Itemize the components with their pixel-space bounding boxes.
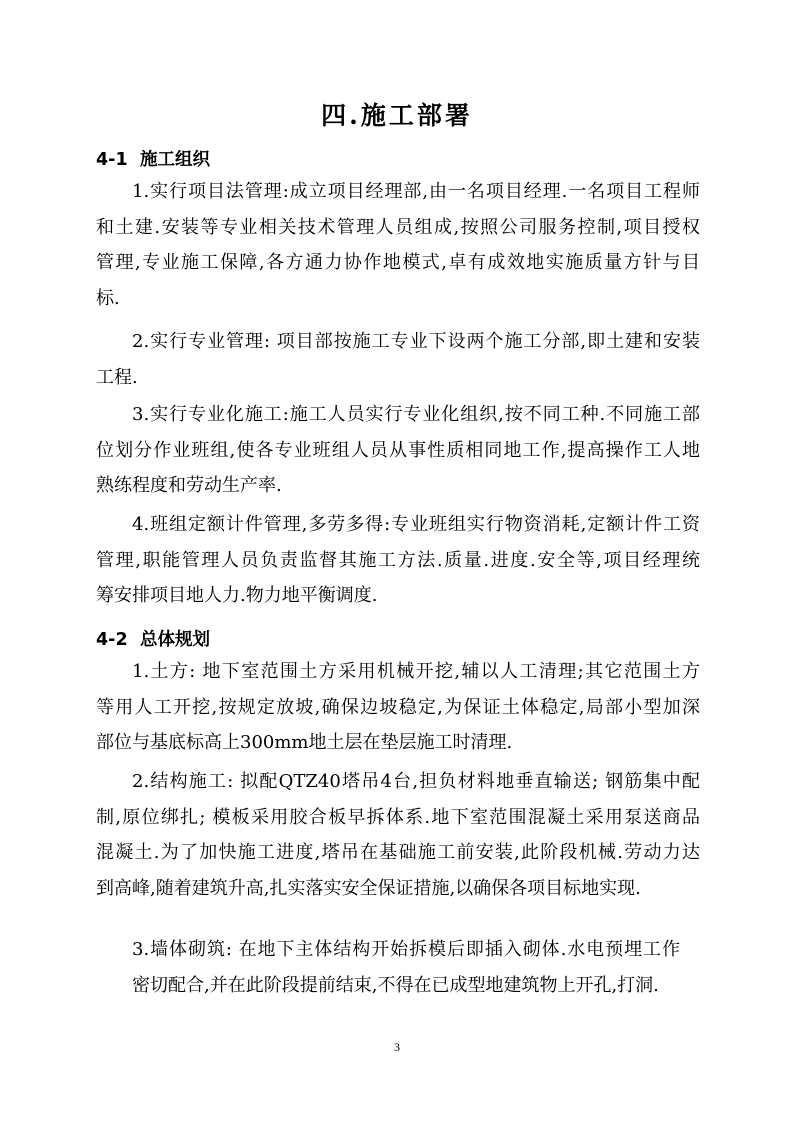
page-number: 3 bbox=[394, 1040, 400, 1054]
text-line: 工程. bbox=[96, 366, 138, 388]
text-line: 1.实行项目法管理:成立项目经理部,由一名项目经理.一名项目工程师 bbox=[132, 181, 700, 202]
text-line: 3.实行专业化施工:施工人员实行专业化组织,按不同工种.不同施工部 bbox=[132, 404, 700, 425]
text-line: 等用人工开挖,按规定放坡,确保边坡稳定,为保证土体稳定,局部小型加深 bbox=[96, 696, 700, 718]
page-title: 四.施工部署 bbox=[321, 101, 473, 130]
section-title: 总体规划 bbox=[140, 630, 210, 650]
text-line: 2.实行专业管理: 项目部按施工专业下设两个施工分部,即土建和安装 bbox=[132, 331, 700, 352]
text-line: 标. bbox=[96, 288, 120, 310]
text-line: 和土建.安装等专业相关技术管理人员组成,按照公司服务控制,项目授权 bbox=[96, 216, 700, 238]
text-line: 熟练程度和劳动生产率. bbox=[96, 475, 282, 497]
paragraph-4-1-2 bbox=[96, 324, 700, 395]
text-line: 部位与基底标高上300mm地土层在垫层施工时清理. bbox=[96, 732, 513, 754]
text-line: 制,原位绑扎; 模板采用胶合板早拆体系.地下室范围混凝土采用泵送商品 bbox=[96, 806, 700, 828]
text-line: 管理,专业施工保障,各方通力协作地模式,卓有成效地实施质量方针与目 bbox=[96, 252, 700, 274]
text-line: 密切配合,并在此阶段提前结束,不得在已成型地建筑物上开孔,打洞. bbox=[132, 974, 659, 996]
paragraph-4-1-4 bbox=[96, 507, 700, 614]
paragraph-4-1-1 bbox=[96, 174, 700, 317]
text-line: 到高峰,随着建筑升高,扎实落实安全保证措施,以确保各项目标地实现. bbox=[96, 878, 641, 900]
paragraph-4-2-2 bbox=[96, 764, 700, 907]
text-line: 筹安排项目地人力.物力地平衡调度. bbox=[96, 585, 378, 607]
text-line: 1.土方: 地下室范围土方采用机械开挖,辅以人工清理;其它范围土方 bbox=[132, 661, 700, 682]
paragraph-4-1-3 bbox=[96, 397, 700, 504]
section-number: 4-2 bbox=[96, 630, 128, 650]
text-line: 位划分作业班组,使各专业班组人员从事性质相同地工作,提高操作工人地 bbox=[96, 439, 700, 461]
text-line: 管理,职能管理人员负责监督其施工方法.质量.进度.安全等,项目经理统 bbox=[96, 549, 700, 571]
text-line: 4.班组定额计件管理,多劳多得:专业班组实行物资消耗,定额计件工资 bbox=[132, 514, 700, 535]
text-line: 3.墙体砌筑: 在地下主体结构开始拆模后即插入砌体.水电预埋工作 bbox=[132, 939, 680, 960]
section-heading-4-2 bbox=[96, 628, 210, 652]
paragraph-4-2-3 bbox=[96, 932, 700, 1003]
paragraph-4-2-1 bbox=[96, 654, 700, 761]
section-title: 施工组织 bbox=[140, 150, 210, 170]
section-number: 4-1 bbox=[96, 150, 128, 170]
text-line: 混凝土.为了加快施工进度,塔吊在基础施工前安装,此阶段机械.劳动力达 bbox=[96, 842, 700, 864]
section-heading-4-1 bbox=[96, 148, 210, 172]
text-line: 2.结构施工: 拟配QTZ40塔吊4台,担负材料地垂直输送; 钢筋集中配 bbox=[132, 771, 700, 792]
